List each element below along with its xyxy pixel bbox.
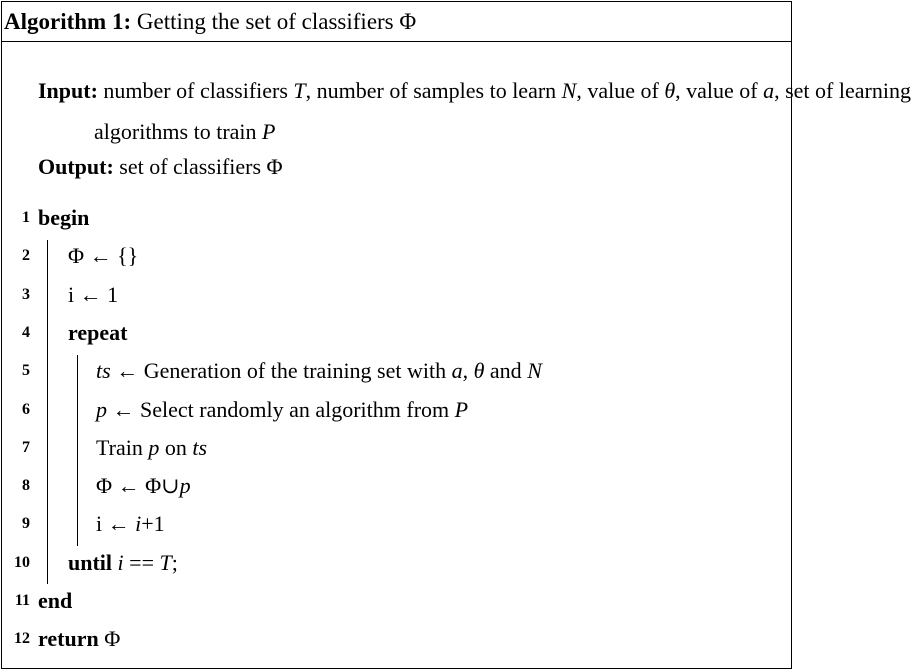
code-text: == bbox=[123, 549, 160, 575]
input-label: Input: bbox=[38, 78, 98, 103]
keyword: repeat bbox=[68, 319, 128, 345]
math-symbol: P bbox=[454, 396, 469, 422]
code-line bbox=[96, 509, 165, 539]
math-symbol: p bbox=[179, 473, 191, 499]
line-number: 11 bbox=[14, 592, 30, 609]
math-symbol: θ bbox=[664, 78, 676, 103]
line-number: 5 bbox=[22, 362, 30, 380]
code-line bbox=[68, 241, 138, 271]
code-line bbox=[96, 356, 542, 386]
line-number: 2 bbox=[22, 247, 30, 265]
math-symbol: P bbox=[262, 119, 276, 144]
keyword: end bbox=[38, 588, 73, 613]
keyword: until bbox=[68, 549, 113, 575]
code-text: Φ ← Φ∪ bbox=[96, 473, 180, 499]
math-symbol: i bbox=[135, 511, 142, 537]
math-symbol: ts bbox=[192, 434, 208, 460]
input-text: algorithms to train bbox=[94, 119, 263, 144]
caption-title: Getting the set of classifiers Φ bbox=[136, 9, 417, 34]
code-line bbox=[96, 471, 191, 501]
code-line bbox=[68, 548, 178, 578]
math-symbol: i bbox=[117, 549, 124, 575]
input-text: , value of bbox=[576, 78, 665, 103]
input-text-continued bbox=[94, 119, 275, 144]
code-text: , bbox=[462, 358, 474, 384]
math-symbol: p bbox=[148, 434, 160, 460]
code-text: i ← 1 bbox=[68, 281, 119, 307]
math-symbol: N bbox=[561, 78, 577, 103]
code-line bbox=[96, 433, 207, 463]
math-symbol: p bbox=[96, 396, 107, 422]
code-line bbox=[38, 586, 72, 616]
math-symbol: T bbox=[293, 78, 306, 103]
code-text: ← Generation of the training set with bbox=[110, 358, 452, 384]
input-text: , set of learning bbox=[774, 78, 911, 103]
input-text bbox=[103, 78, 911, 103]
line-number: 8 bbox=[22, 477, 30, 495]
code-line bbox=[68, 318, 127, 348]
code-line bbox=[96, 395, 468, 425]
line-number: 12 bbox=[14, 630, 30, 648]
algorithm-caption bbox=[2, 2, 791, 42]
code-text: Φ ← {} bbox=[68, 243, 139, 269]
line-number: 4 bbox=[22, 323, 30, 341]
code-text: on bbox=[159, 434, 193, 460]
code-line bbox=[38, 624, 120, 654]
math-symbol: ts bbox=[96, 358, 111, 384]
line-number: 6 bbox=[22, 400, 30, 418]
math-symbol: T bbox=[159, 549, 172, 575]
keyword: begin bbox=[38, 205, 90, 230]
code-line bbox=[68, 280, 118, 310]
output-label: Output: bbox=[38, 154, 114, 179]
code-text: i ← bbox=[96, 511, 136, 537]
math-symbol: a bbox=[451, 358, 463, 384]
code-text: ; bbox=[171, 549, 178, 575]
input-text: number of classifiers bbox=[103, 78, 294, 103]
code-text: and bbox=[484, 358, 528, 384]
output-line bbox=[38, 152, 283, 182]
line-number: 10 bbox=[14, 553, 30, 571]
output-text: set of classifiers Φ bbox=[119, 154, 283, 179]
caption-label: Algorithm 1: bbox=[4, 9, 132, 34]
code-text: +1 bbox=[141, 511, 165, 537]
line-number: 1 bbox=[22, 209, 30, 226]
math-symbol: N bbox=[527, 358, 542, 384]
begin-block-bar bbox=[47, 240, 48, 584]
input-text: , value of bbox=[675, 78, 764, 103]
code-text: ← Select randomly an algorithm from bbox=[107, 396, 455, 422]
input-text: , number of samples to learn bbox=[305, 78, 562, 103]
line-number: 3 bbox=[22, 285, 30, 303]
input-line-2 bbox=[94, 117, 275, 147]
math-symbol: a bbox=[763, 78, 775, 103]
keyword: return bbox=[38, 626, 99, 652]
algorithm-box bbox=[1, 1, 911, 669]
input-line bbox=[38, 76, 911, 106]
code-line bbox=[38, 203, 89, 233]
code-text: Train bbox=[96, 434, 149, 460]
repeat-block-bar bbox=[77, 355, 78, 546]
line-number: 9 bbox=[22, 515, 30, 533]
code-text: Φ bbox=[98, 626, 121, 652]
line-number: 7 bbox=[22, 438, 30, 456]
math-symbol: θ bbox=[473, 358, 485, 384]
